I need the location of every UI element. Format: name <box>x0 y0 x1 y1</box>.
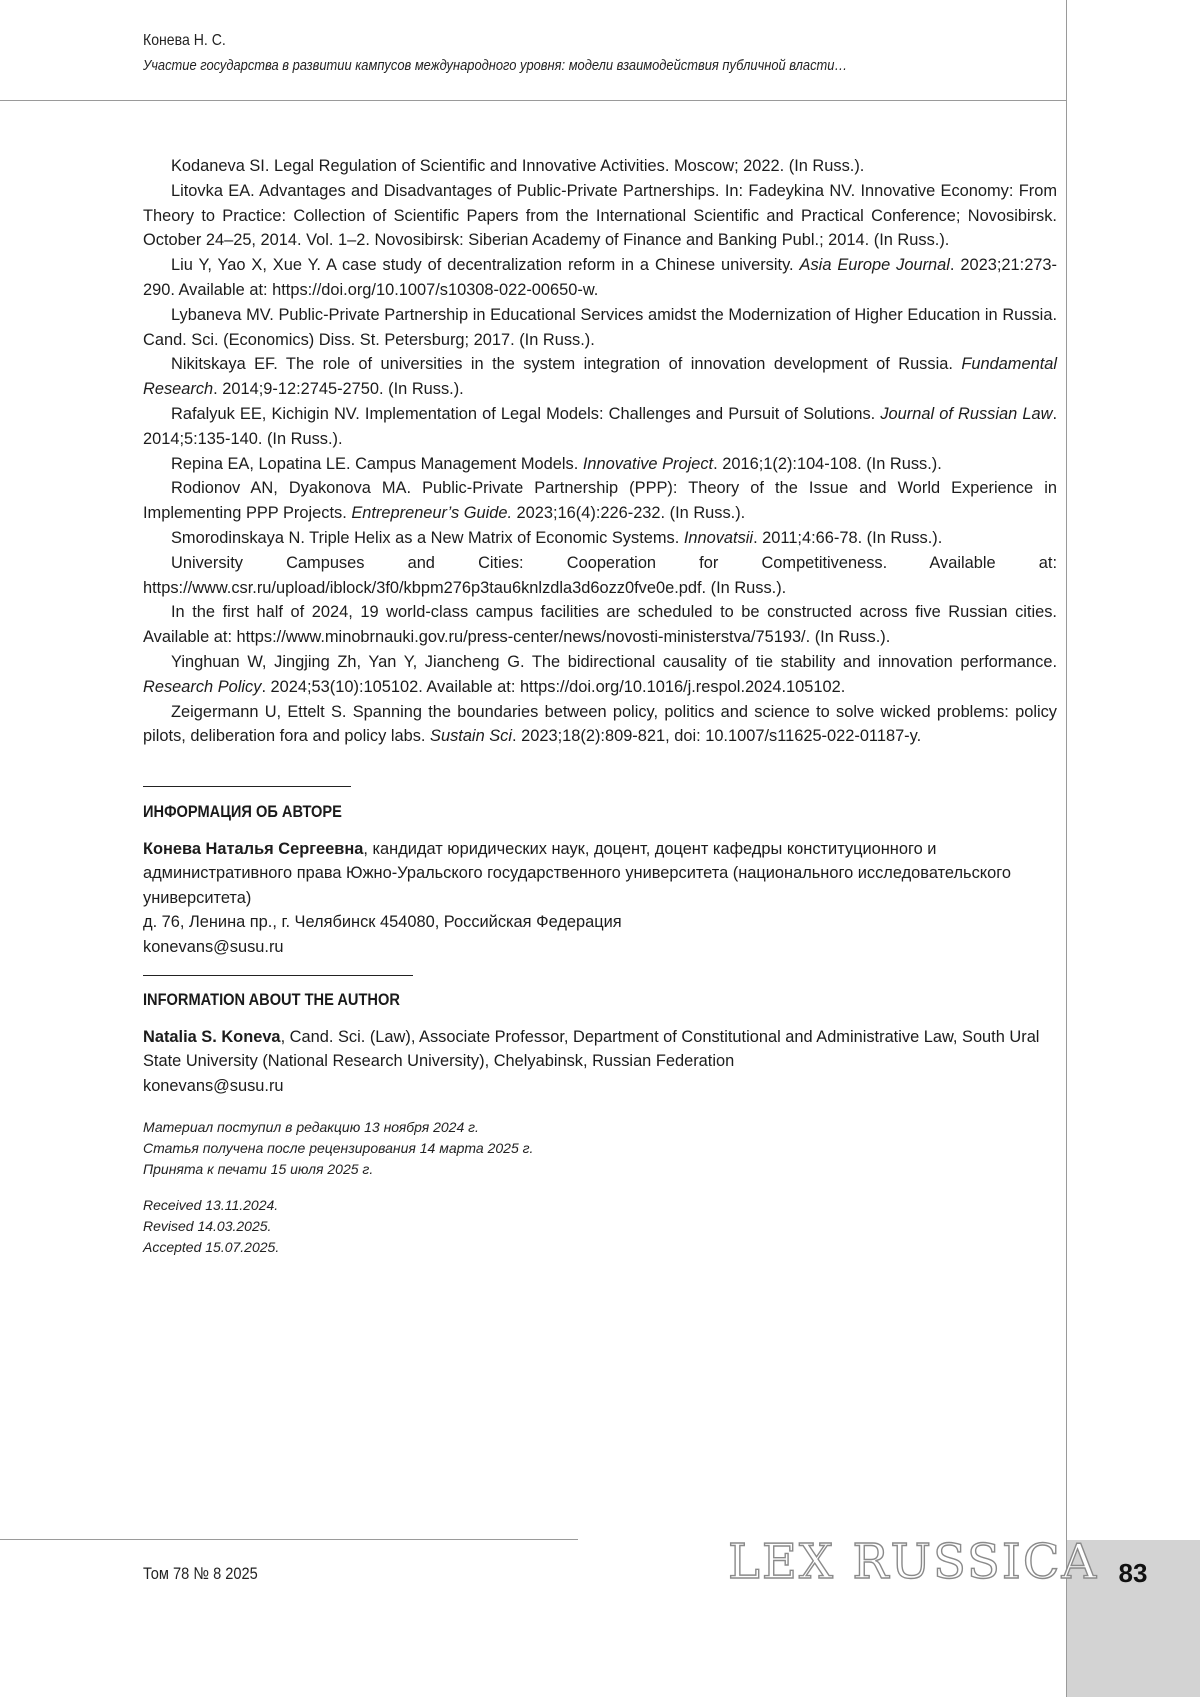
date-line: Материал поступил в редакцию 13 ноября 2024 г. <box>143 1118 479 1135</box>
author-desc-en: , Cand. Sci. (Law), Associate Professor, Department of Constitutional and Administrative Law, South Ural State University (National Research University), Chelyabinsk, Russian Federation <box>143 1027 1040 1071</box>
author-email-ru: konevans@susu.ru <box>143 937 284 956</box>
reference-item: Kodaneva SI. Legal Regulation of Scientific and Innovative Activities. Moscow; 2022. (In Russ.). <box>171 157 865 175</box>
journal-volume: Том 78 № 8 2025 <box>143 1564 258 1583</box>
header-rule <box>0 100 1066 101</box>
reference-item: Yinghuan W, Jingjing Zh, Yan Y, Jiancheng G. The bidirectional causality of tie stability and innovation performance. Research Policy. 2024;53(10):105102. Available at: https://doi.org/10.1016/j.respol.2024.105102. <box>143 652 1057 696</box>
dates-en <box>143 1195 1057 1258</box>
page-number: 83 <box>1118 1558 1148 1588</box>
date-line: Принята к печати 15 июля 2025 г. <box>143 1160 374 1177</box>
author-desc-ru: , кандидат юридических наук, доцент, доцент кафедры конституционного и административного права Южно-Уральского государственного университета (национального исследовательского университета) <box>143 839 1011 907</box>
right-margin-strip <box>1066 0 1200 1697</box>
author-info-ru <box>143 837 1023 959</box>
reference-item: Liu Y, Yao X, Xue Y. A case study of decentralization reform in a Chinese university. Asia Europe Journal. 2023;21:273-290. Available at: https://doi.org/10.1007/s10308-022-00650-w. <box>143 256 1057 299</box>
date-line: Received 13.11.2024. <box>143 1196 279 1213</box>
reference-item: Litovka EA. Advantages and Disadvantages of Public-Private Partnerships. In: Fadeykina NV. Innovative Economy: From Theory to Practice: Collection of Scientific Papers from the International Scientific and Practical Conference; Novosibirsk. October 24–25, 2014. Vol. 1–2. Novosibirsk: Siberian Academy of Finance and Banking Publ.; 2014. (In Russ.). <box>143 181 1057 250</box>
author-info-en <box>143 1025 1057 1098</box>
date-line: Статья получена после рецензирования 14 марта 2025 г. <box>143 1139 534 1156</box>
header-title: Участие государства в развитии кампусов международного уровня: модели взаимодействия публичной власти… <box>143 57 848 74</box>
reference-item: Lybaneva MV. Public-Private Partnership in Educational Services amidst the Modernization of Higher Education in Russia. Cand. Sci. (Economics) Diss. St. Petersburg; 2017. (In Russ.). <box>143 305 1057 349</box>
author-info-heading-ru: ИНФОРМАЦИЯ ОБ АВТОРЕ <box>143 802 342 822</box>
reference-item: Nikitskaya EF. The role of universities in the system integration of innovation development of Russia. Fundamental Research. 2014;9-12:2745-2750. (In Russ.). <box>143 355 1057 399</box>
reference-item: Zeigermann U, Ettelt S. Spanning the boundaries between policy, politics and science to solve wicked problems: policy pilots, deliberation fora and policy labs. Sustain Sci. 2023;18(2):809-821, doi: 10.1007/s11625-022-01187-y. <box>143 702 1057 746</box>
reference-item: University Campuses and Cities: Cooperation for Competitiveness. Available at: https://www.csr.ru/upload/iblock/3f0/kbpm276p3tau6knlzdla3d6ozz0fve0e.pdf. (In Russ.). <box>143 553 1057 597</box>
date-line: Accepted 15.07.2025. <box>143 1238 280 1255</box>
reference-item: Repina EA, Lopatina LE. Campus Management Models. Innovative Project. 2016;1(2):104-108. (In Russ.). <box>171 454 942 473</box>
journal-logo: LEX RUSSICA <box>728 1534 1099 1590</box>
reference-item: Rodionov AN, Dyakonova MA. Public-Private Partnership (PPP): Theory of the Issue and World Experience in Implementing PPP Projects. Entrepreneur’s Guide. 2023;16(4):226-232. (In Russ.). <box>143 479 1057 523</box>
reference-list <box>143 154 1057 1258</box>
author-name-ru: Конева Наталья Сергеевна <box>143 839 364 858</box>
section-divider <box>143 975 413 976</box>
running-header <box>143 32 1043 74</box>
reference-item: Rafalyuk EE, Kichigin NV. Implementation of Legal Models: Challenges and Pursuit of Solutions. Journal of Russian Law. 2014;5:135-140. (In Russ.). <box>143 404 1058 448</box>
author-info-heading-en: INFORMATION ABOUT THE AUTHOR <box>143 989 400 1009</box>
date-line: Revised 14.03.2025. <box>143 1217 272 1234</box>
reference-item: In the first half of 2024, 19 world-class campus facilities are scheduled to be constructed across five Russian cities. Available at: https://www.minobrnauki.gov.ru/press-center/news/novosti-ministerstva/75193/. (In Russ.). <box>143 603 1057 647</box>
header-author: Конева Н. С. <box>143 32 226 49</box>
author-email-en: konevans@susu.ru <box>143 1076 284 1095</box>
reference-item: Smorodinskaya N. Triple Helix as a New Matrix of Economic Systems. Innovatsii. 2011;4:66-78. (In Russ.). <box>171 528 943 547</box>
author-address-ru: д. 76, Ленина пр., г. Челябинск 454080, Российская Федерация <box>143 913 622 932</box>
dates-ru <box>143 1117 1057 1180</box>
section-divider <box>143 786 351 787</box>
author-name-en: Natalia S. Koneva <box>143 1027 281 1046</box>
footer-rule <box>0 1539 578 1540</box>
